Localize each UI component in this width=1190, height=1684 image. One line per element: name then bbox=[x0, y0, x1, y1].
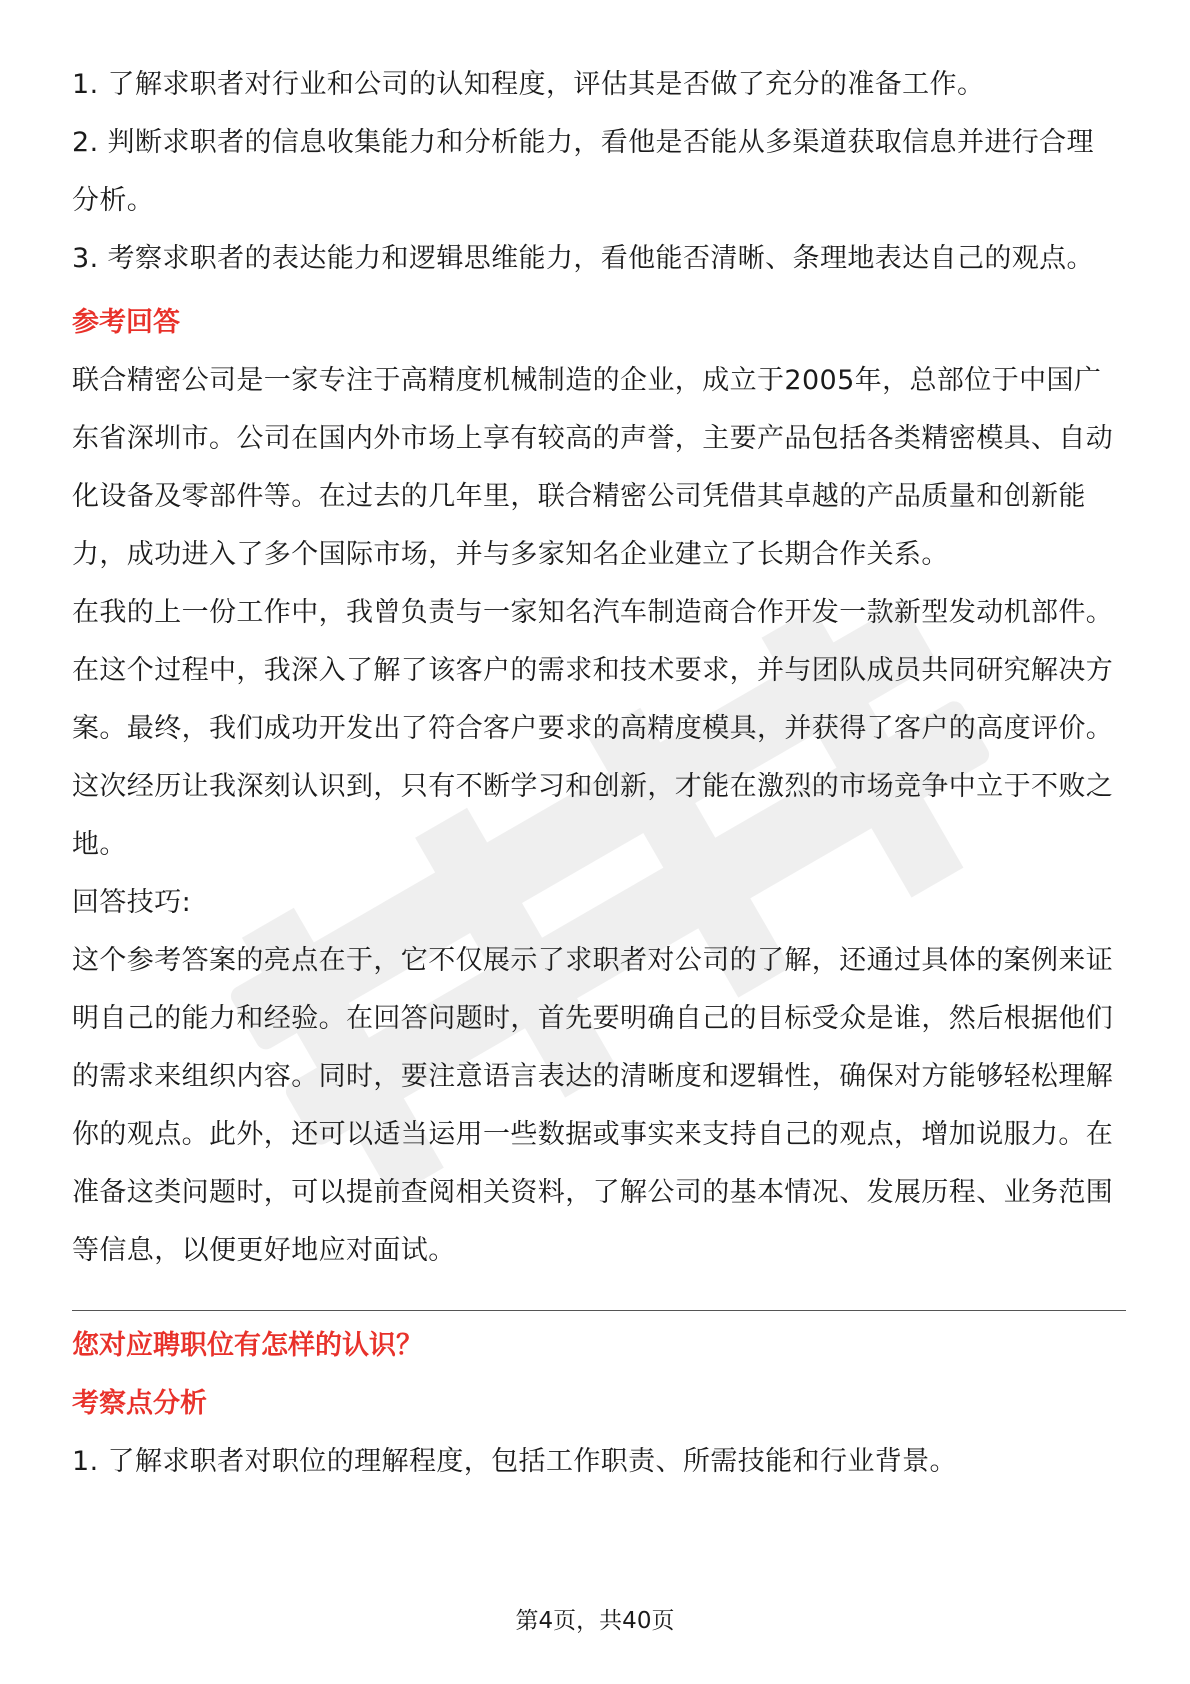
tips-paragraph: 这个参考答案的亮点在于，它不仅展示了求职者对公司的了解，还通过具体的案例来证明自己的能力和经验。在回答问题时，首先要明确自己的目标受众是谁，然后根据他们的需求来组织内容。同时，要注意语言表达的清晰度和逻辑性，确保对方能够轻松理解你的观点。此外，还可以适当运用一些数据或事实来支持自己的观点，增加说服力。在准备这类问题时，可以提前查阅相关资料，了解公司的基本情况、发展历程、业务范围等信息，以便更好地应对面试。 bbox=[72, 945, 1114, 1266]
analysis-item-3: 3. 考察求职者的表达能力和逻辑思维能力，看他能否清晰、条理地表达自己的观点。 bbox=[72, 243, 1094, 274]
reference-paragraph-1: 联合精密公司是一家专注于高精度机械制造的企业，成立于2005年，总部位于中国广东省深圳市。公司在国内外市场上享有较高的声誉，主要产品包括各类精密模具、自动化设备及零部件等。在过去的几年里，联合精密公司凭借其卓越的产品质量和创新能力，成功进入了多个国际市场，并与多家知名企业建立了长期合作关系。 bbox=[72, 365, 1114, 570]
analysis-heading: 考察点分析 bbox=[72, 1388, 207, 1419]
tips-label: 回答技巧: bbox=[72, 887, 192, 918]
document-page bbox=[72, 56, 1118, 1491]
page-footer: 第4页，共40页 bbox=[515, 1608, 675, 1634]
analysis-item-2: 2. 判断求职者的信息收集能力和分析能力，看他是否能从多渠道获取信息并进行合理分析。 bbox=[72, 127, 1094, 216]
reference-heading: 参考回答 bbox=[72, 307, 180, 338]
analysis-item-1: 1. 了解求职者对行业和公司的认知程度，评估其是否做了充分的准备工作。 bbox=[72, 69, 985, 100]
next-analysis-item: 1. 了解求职者对职位的理解程度，包括工作职责、所需技能和行业背景。 bbox=[72, 1446, 957, 1477]
section-divider bbox=[72, 1310, 1126, 1311]
reference-paragraph-2: 在我的上一份工作中，我曾负责与一家知名汽车制造商合作开发一款新型发动机部件。在这个过程中，我深入了解了该客户的需求和技术要求，并与团队成员共同研究解决方案。最终，我们成功开发出了符合客户要求的高精度模具，并获得了客户的高度评价。这次经历让我深刻认识到，只有不断学习和创新，才能在激烈的市场竞争中立于不败之地。 bbox=[72, 597, 1114, 860]
question-title: 您对应聘职位有怎样的认识？ bbox=[72, 1330, 423, 1361]
